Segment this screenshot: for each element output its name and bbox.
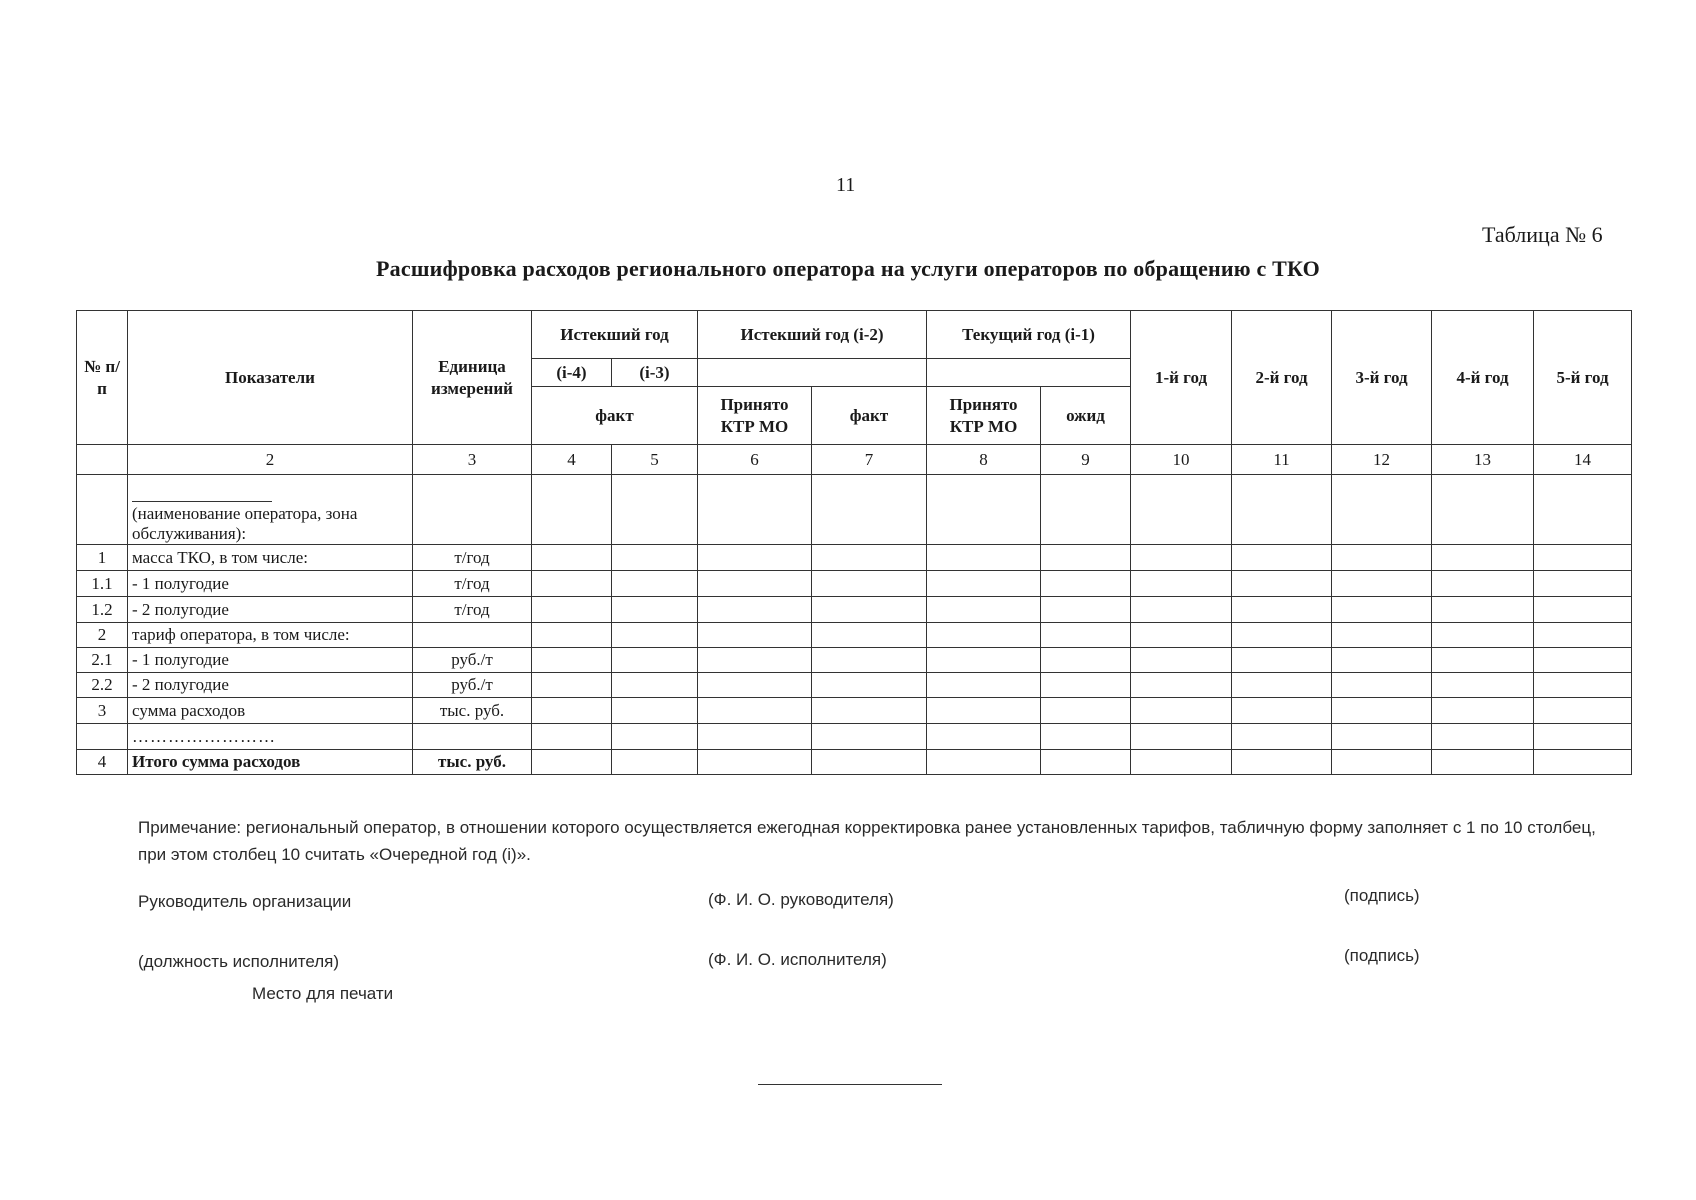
row-value-cell — [1232, 750, 1332, 775]
document-title: Расшифровка расходов регионального оператора на услуги операторов по обращению с ТКО — [376, 256, 1320, 281]
row-value-cell — [1332, 724, 1432, 750]
col-number: 8 — [927, 445, 1041, 475]
note: Примечание: региональный оператор, в отношении которого осуществляется ежегодная корректировка ранее установленных тарифов, табличную форму заполняет с 1 по 10 столбец, при этом столбец 10 считать «Очередной год (i)». — [138, 818, 1596, 864]
header-current-year-i1: Текущий год (i-1) — [927, 311, 1131, 359]
row-indicator: …………………… — [128, 724, 413, 750]
table-row — [77, 750, 1632, 775]
row-value-cell — [1131, 750, 1232, 775]
row-unit: руб./т — [413, 648, 532, 673]
header-accepted: Принято КТР МО — [698, 387, 812, 445]
header-year-1: 1-й год — [1131, 311, 1232, 445]
head-name-label: (Ф. И. О. руководителя) — [708, 890, 894, 909]
row-value-cell — [1534, 673, 1632, 698]
row-value-cell — [1432, 750, 1534, 775]
row-value-cell — [612, 571, 698, 597]
col-number: 12 — [1332, 445, 1432, 475]
row-value-cell — [812, 648, 927, 673]
col-number: 14 — [1534, 445, 1632, 475]
stamp-place-label: Место для печати — [252, 984, 394, 1003]
row-value-cell — [612, 673, 698, 698]
row-value-cell — [698, 648, 812, 673]
row-value-cell — [927, 597, 1041, 623]
table-row — [77, 623, 1632, 648]
row-value-cell — [812, 571, 927, 597]
row-value-cell — [698, 724, 812, 750]
row-value-cell — [698, 597, 812, 623]
row-value-cell — [1432, 648, 1534, 673]
operator-row — [77, 475, 1632, 545]
header-year-4: 4-й год — [1432, 311, 1534, 445]
row-indicator: тариф оператора, в том числе: — [128, 623, 413, 648]
table-row — [77, 673, 1632, 698]
row-value-cell — [612, 724, 698, 750]
row-value-cell — [1041, 597, 1131, 623]
row-value-cell — [812, 673, 927, 698]
row-value-cell — [1432, 597, 1534, 623]
row-value-cell — [1332, 545, 1432, 571]
row-value-cell — [1232, 648, 1332, 673]
row-unit — [413, 724, 532, 750]
row-value-cell — [532, 648, 612, 673]
row-number: 3 — [77, 698, 128, 724]
row-value-cell — [1332, 750, 1432, 775]
bottom-divider — [758, 1084, 942, 1085]
row-value-cell — [1332, 673, 1432, 698]
row-unit — [413, 623, 532, 648]
col-number: 5 — [612, 445, 698, 475]
row-value-cell — [1432, 673, 1534, 698]
table-row — [77, 698, 1632, 724]
row-number: 4 — [77, 750, 128, 775]
row-indicator: масса ТКО, в том числе: — [128, 545, 413, 571]
row-value-cell — [1432, 724, 1534, 750]
col-number: 9 — [1041, 445, 1131, 475]
header-i3: (i-3) — [612, 359, 698, 387]
row-value-cell — [698, 750, 812, 775]
row-value-cell — [532, 750, 612, 775]
row-unit: тыс. руб. — [413, 750, 532, 775]
row-number: 2 — [77, 623, 128, 648]
row-value-cell — [612, 623, 698, 648]
header-year-2: 2-й год — [1232, 311, 1332, 445]
row-value-cell — [812, 698, 927, 724]
row-value-cell — [1534, 545, 1632, 571]
row-value-cell — [612, 545, 698, 571]
row-value-cell — [1232, 724, 1332, 750]
row-value-cell — [532, 724, 612, 750]
page-number: 11 — [836, 174, 856, 196]
row-value-cell — [1432, 698, 1534, 724]
col-number: 11 — [1232, 445, 1332, 475]
row-value-cell — [927, 698, 1041, 724]
row-value-cell — [1041, 673, 1131, 698]
row-value-cell — [1332, 648, 1432, 673]
row-value-cell — [1041, 698, 1131, 724]
row-value-cell — [1131, 597, 1232, 623]
header-empty-i1 — [927, 359, 1131, 387]
col-number: 13 — [1432, 445, 1534, 475]
col-number: 10 — [1131, 445, 1232, 475]
header-past-year-i2: Истекший год (i-2) — [698, 311, 927, 359]
row-value-cell — [1232, 545, 1332, 571]
executor-label: (должность исполнителя) — [138, 952, 340, 971]
table-row — [77, 571, 1632, 597]
row-unit: т/год — [413, 545, 532, 571]
row-value-cell — [1534, 750, 1632, 775]
row-value-cell — [1131, 571, 1232, 597]
table-row — [77, 597, 1632, 623]
row-number: 2.2 — [77, 673, 128, 698]
row-value-cell — [1534, 724, 1632, 750]
row-value-cell — [927, 724, 1041, 750]
col-number: 6 — [698, 445, 812, 475]
row-indicator: Итого сумма расходов — [128, 750, 413, 775]
row-value-cell — [1041, 648, 1131, 673]
row-value-cell — [1131, 673, 1232, 698]
row-value-cell — [927, 623, 1041, 648]
header-unit: Единица измерений — [413, 311, 532, 445]
row-number: 2.1 — [77, 648, 128, 673]
row-unit: тыс. руб. — [413, 698, 532, 724]
row-value-cell — [812, 724, 927, 750]
header-i4: (i-4) — [532, 359, 612, 387]
table-row — [77, 724, 1632, 750]
row-unit: руб./т — [413, 673, 532, 698]
row-value-cell — [1131, 623, 1232, 648]
table-label: Таблица № 6 — [1482, 222, 1603, 247]
row-value-cell — [1332, 698, 1432, 724]
row-value-cell — [532, 571, 612, 597]
row-indicator: - 1 полугодие — [128, 648, 413, 673]
operator-name-line — [132, 501, 272, 502]
header-empty-i2 — [698, 359, 927, 387]
row-value-cell — [927, 648, 1041, 673]
header-year-5: 5-й год — [1534, 311, 1632, 445]
row-value-cell — [812, 623, 927, 648]
row-value-cell — [927, 545, 1041, 571]
row-value-cell — [1534, 698, 1632, 724]
row-value-cell — [1041, 724, 1131, 750]
row-indicator: - 2 полугодие — [128, 597, 413, 623]
col-number: 7 — [812, 445, 927, 475]
executor-signature-label: (подпись) — [1344, 946, 1420, 965]
col-number: 3 — [413, 445, 532, 475]
row-value-cell — [612, 597, 698, 623]
table-row — [77, 648, 1632, 673]
head-label: Руководитель организации — [138, 892, 352, 911]
row-value-cell — [1332, 623, 1432, 648]
header-num: № п/п — [77, 311, 128, 445]
row-number: 1.1 — [77, 571, 128, 597]
row-value-cell — [1131, 648, 1232, 673]
row-value-cell — [927, 750, 1041, 775]
col-number — [77, 445, 128, 475]
expenses-table — [76, 310, 1632, 775]
header-fact: факт — [532, 387, 698, 445]
row-value-cell — [1332, 571, 1432, 597]
row-value-cell — [698, 698, 812, 724]
row-value-cell — [698, 545, 812, 571]
row-value-cell — [1432, 623, 1534, 648]
row-value-cell — [1232, 698, 1332, 724]
header-year-3: 3-й год — [1332, 311, 1432, 445]
row-value-cell — [1534, 597, 1632, 623]
row-value-cell — [1041, 750, 1131, 775]
row-value-cell — [1232, 597, 1332, 623]
row-value-cell — [1041, 623, 1131, 648]
executor-name-label: (Ф. И. О. исполнителя) — [708, 950, 887, 969]
table-row — [77, 545, 1632, 571]
row-value-cell — [1332, 597, 1432, 623]
col-number: 2 — [128, 445, 413, 475]
row-value-cell — [532, 673, 612, 698]
header-accepted-2: Принято КТР МО — [927, 387, 1041, 445]
row-value-cell — [612, 750, 698, 775]
row-value-cell — [1232, 571, 1332, 597]
header-indicators: Показатели — [128, 311, 413, 445]
row-value-cell — [532, 545, 612, 571]
header-row-1 — [77, 311, 1632, 359]
row-value-cell — [812, 750, 927, 775]
row-value-cell — [1131, 724, 1232, 750]
row-unit: т/год — [413, 597, 532, 623]
row-unit: т/год — [413, 571, 532, 597]
row-value-cell — [1041, 571, 1131, 597]
row-value-cell — [1131, 698, 1232, 724]
row-value-cell — [1534, 571, 1632, 597]
row-value-cell — [698, 571, 812, 597]
row-value-cell — [927, 673, 1041, 698]
row-indicator: - 2 полугодие — [128, 673, 413, 698]
operator-label: (наименование оператора, зона обслуживания): — [132, 504, 358, 543]
row-indicator: сумма расходов — [128, 698, 413, 724]
row-value-cell — [532, 623, 612, 648]
head-signature-label: (подпись) — [1344, 886, 1420, 905]
table-body — [77, 545, 1632, 775]
row-value-cell — [1534, 623, 1632, 648]
row-value-cell — [1232, 673, 1332, 698]
row-value-cell — [698, 623, 812, 648]
header-past-year: Истекший год — [532, 311, 698, 359]
header-expected: ожид — [1041, 387, 1131, 445]
row-value-cell — [532, 597, 612, 623]
row-value-cell — [1432, 545, 1534, 571]
row-value-cell — [1432, 571, 1534, 597]
row-value-cell — [532, 698, 612, 724]
row-value-cell — [1131, 545, 1232, 571]
row-value-cell — [612, 698, 698, 724]
row-number — [77, 724, 128, 750]
header-fact-2: факт — [812, 387, 927, 445]
row-indicator: - 1 полугодие — [128, 571, 413, 597]
row-value-cell — [1041, 545, 1131, 571]
row-value-cell — [612, 648, 698, 673]
row-number: 1.2 — [77, 597, 128, 623]
row-value-cell — [1534, 648, 1632, 673]
col-number: 4 — [532, 445, 612, 475]
row-value-cell — [812, 597, 927, 623]
row-value-cell — [1232, 623, 1332, 648]
row-number: 1 — [77, 545, 128, 571]
row-value-cell — [927, 571, 1041, 597]
row-value-cell — [698, 673, 812, 698]
row-value-cell — [812, 545, 927, 571]
column-number-row — [77, 445, 1632, 475]
